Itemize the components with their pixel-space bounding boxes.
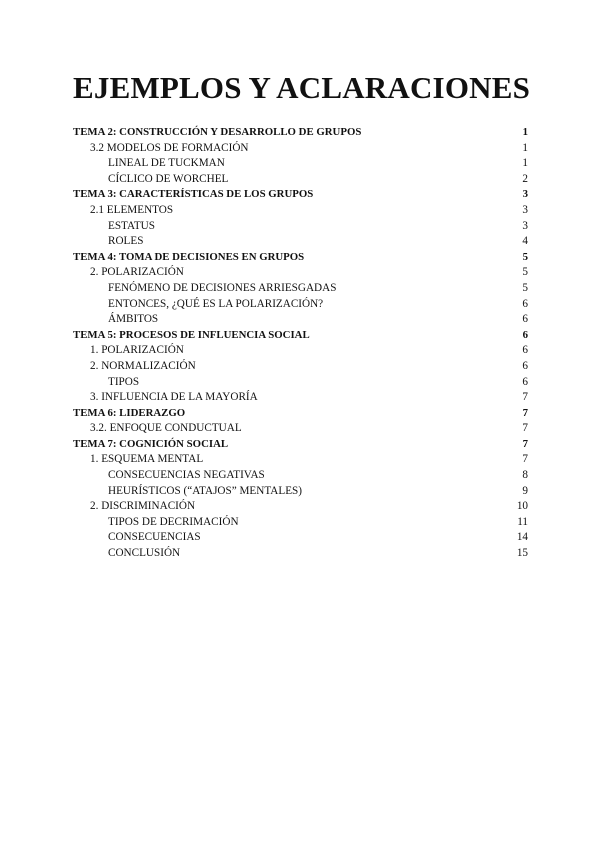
toc-section-entry[interactable]	[73, 265, 528, 281]
toc-page-number: 9	[522, 484, 528, 497]
toc-section-entry[interactable]	[73, 499, 528, 515]
toc-entry-label: CÍCLICO DE WORCHEL	[108, 172, 229, 185]
toc-entry-label: CONCLUSIÓN	[108, 547, 181, 560]
toc-subsection-entry[interactable]	[73, 219, 528, 235]
toc-chapter-entry[interactable]	[73, 437, 528, 453]
toc-subsection-entry[interactable]	[73, 530, 528, 546]
toc-entry-label: 2. NORMALIZACIÓN	[90, 359, 196, 372]
toc-entry-label: 2. POLARIZACIÓN	[90, 266, 184, 279]
toc-section-entry[interactable]	[73, 343, 528, 359]
toc-chapter-entry[interactable]	[73, 406, 528, 422]
toc-subsection-entry[interactable]	[73, 484, 528, 500]
toc-chapter-entry[interactable]	[73, 125, 528, 141]
toc-entry-label: ÁMBITOS	[108, 313, 159, 326]
toc-entry-label: CONSECUENCIAS	[108, 531, 201, 544]
toc-page-number: 3	[522, 188, 528, 201]
toc-entry-label: TEMA 2: CONSTRUCCIÓN Y DESARROLLO DE GRUPOS	[73, 126, 362, 138]
toc-entry-label: 1. ESQUEMA MENTAL	[90, 453, 204, 466]
toc-subsection-entry[interactable]	[73, 281, 528, 297]
toc-subsection-entry[interactable]	[73, 172, 528, 188]
toc-chapter-entry[interactable]	[73, 187, 528, 203]
toc-page-number: 1	[522, 126, 528, 138]
toc-page-number: 10	[516, 500, 528, 513]
toc-section-entry[interactable]	[73, 141, 528, 157]
toc-page-number: 1	[522, 157, 528, 170]
toc-entry-label: TEMA 7: COGNICIÓN SOCIAL	[73, 437, 229, 450]
toc-page-number: 6	[522, 328, 528, 341]
toc-page-number: 4	[522, 235, 528, 248]
toc-entry-label: 2.1 ELEMENTOS	[90, 203, 174, 216]
toc-subsection-entry[interactable]	[73, 312, 528, 328]
toc-entry-label: HEURÍSTICOS (“ATAJOS” MENTALES)	[108, 484, 302, 497]
toc-page-number: 11	[517, 515, 528, 528]
toc-subsection-entry[interactable]	[73, 297, 528, 313]
toc-subsection-entry[interactable]	[73, 468, 528, 484]
toc-page-number: 8	[522, 469, 528, 482]
toc-subsection-entry[interactable]	[73, 515, 528, 531]
toc-entry-label: CONSECUENCIAS NEGATIVAS	[108, 469, 265, 482]
toc-entry-label: ROLES	[108, 235, 144, 248]
toc-entry-label: TEMA 6: LIDERAZGO	[73, 406, 186, 419]
toc-page-number: 7	[522, 453, 528, 466]
toc-page-number: 3	[522, 219, 528, 232]
toc-section-entry[interactable]	[73, 359, 528, 375]
toc-page-number: 7	[522, 437, 528, 450]
toc-entry-label: FENÓMENO DE DECISIONES ARRIESGADAS	[108, 281, 337, 294]
toc-page-number: 2	[522, 172, 528, 185]
toc-page-number: 5	[522, 266, 528, 279]
toc-section-entry[interactable]	[73, 452, 528, 468]
toc-entry-label: 3. INFLUENCIA DE LA MAYORÍA	[90, 391, 258, 404]
toc-subsection-entry[interactable]	[73, 156, 528, 172]
toc-page-number: 5	[522, 250, 528, 263]
toc-entry-label: ESTATUS	[108, 219, 155, 232]
toc-page-number: 3	[522, 203, 528, 216]
toc-page-number: 6	[522, 359, 528, 372]
toc-entry-label: TIPOS	[108, 375, 140, 388]
toc-entry-label: 1. POLARIZACIÓN	[90, 344, 184, 357]
toc-chapter-entry[interactable]	[73, 328, 528, 344]
toc-page-number: 6	[522, 297, 528, 310]
toc-chapter-entry[interactable]	[73, 250, 528, 266]
toc-page-number: 15	[516, 547, 528, 560]
page-title: EJEMPLOS Y ACLARACIONES	[73, 70, 531, 105]
toc-subsection-entry[interactable]	[73, 546, 528, 562]
toc-section-entry[interactable]	[73, 203, 528, 219]
table-of-contents	[73, 125, 528, 562]
toc-subsection-entry[interactable]	[73, 375, 528, 391]
toc-entry-label: TEMA 5: PROCESOS DE INFLUENCIA SOCIAL	[73, 328, 310, 341]
toc-page-number: 5	[522, 281, 528, 294]
toc-page-number: 6	[522, 375, 528, 388]
toc-page-number: 1	[522, 141, 528, 154]
toc-page-number: 14	[516, 531, 528, 544]
toc-entry-label: TIPOS DE DECRIMACIÓN	[108, 515, 239, 528]
toc-section-entry[interactable]	[73, 390, 528, 406]
toc-entry-label: TEMA 3: CARACTERÍSTICAS DE LOS GRUPOS	[73, 188, 314, 201]
toc-entry-label: LINEAL DE TUCKMAN	[108, 157, 225, 170]
toc-page-number: 7	[522, 406, 528, 419]
toc-subsection-entry[interactable]	[73, 234, 528, 250]
toc-entry-label: 3.2. ENFOQUE CONDUCTUAL	[90, 422, 242, 435]
toc-entry-label: 3.2 MODELOS DE FORMACIÓN	[90, 141, 249, 154]
toc-entry-label: 2. DISCRIMINACIÓN	[90, 500, 196, 513]
toc-page-number: 7	[522, 422, 528, 435]
toc-entry-label: ENTONCES, ¿QUÉ ES LA POLARIZACIÓN?	[108, 297, 324, 310]
toc-page-number: 6	[522, 313, 528, 326]
toc-entry-label: TEMA 4: TOMA DE DECISIONES EN GRUPOS	[73, 250, 305, 263]
toc-page-number: 7	[522, 391, 528, 404]
toc-page-number: 6	[522, 344, 528, 357]
toc-section-entry[interactable]	[73, 421, 528, 437]
